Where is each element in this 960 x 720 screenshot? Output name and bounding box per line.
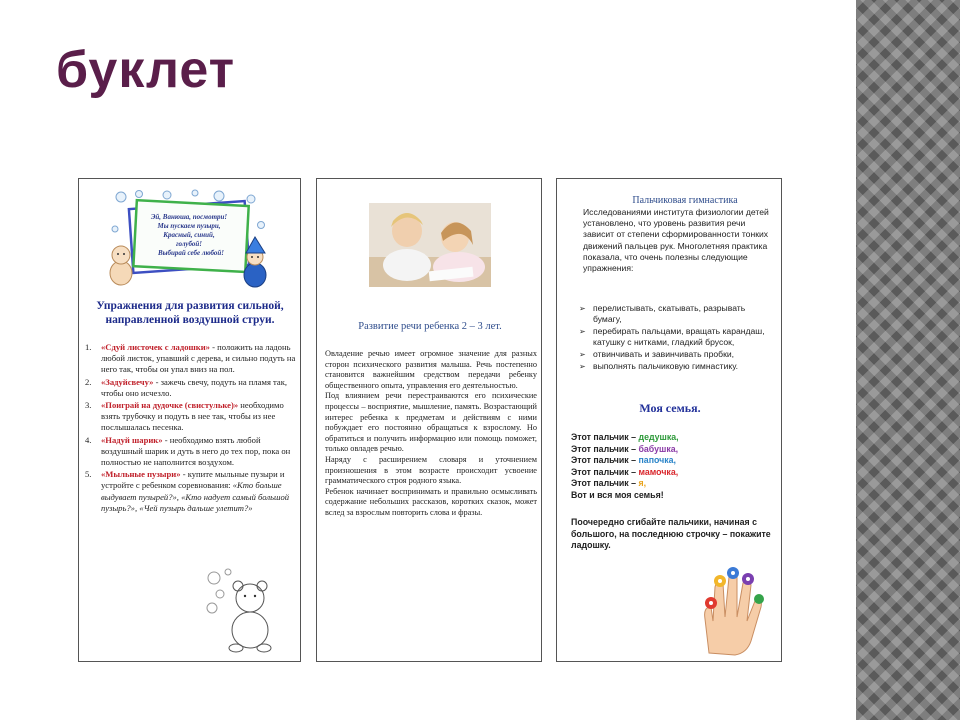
exercise-name: «Сдуй листочек с ладошки» bbox=[101, 342, 210, 352]
exercise-text: - необходимо взять любой воздушный шарик и дуть в него до тех пор, пока он полностью не наполнится воздухом. bbox=[101, 434, 291, 468]
finger-gym-intro bbox=[583, 207, 773, 274]
poem-name-grandfather: дедушка, bbox=[638, 432, 679, 442]
paragraph: Под влиянием речи перестраиваются его психические процессы – восприятие, мышление, память. Возрастающий интерес ребенка к предметам и действиям с ними побуждает его постоянно обращаться к взрослому. Но обратиться и получить информацию или помощь поможет, только овладев речью. bbox=[325, 391, 537, 454]
poem-prefix: Этот пальчик – bbox=[571, 443, 639, 454]
booklet-panel-speech bbox=[316, 178, 542, 662]
card-line-5: Выбирай себе любой! bbox=[157, 249, 225, 257]
poem-prefix: Этот пальчик – bbox=[571, 478, 639, 489]
booklet-panel-exercises bbox=[78, 178, 301, 662]
exercise-italic-text: «Кто больше выдувает пузырей?», «Кто надует самый большой пузырь?», «Чей пузырь дальше улетит?» bbox=[101, 480, 290, 513]
bubbles-illustration bbox=[109, 189, 269, 291]
card-line-2: Мы пускаем пузыри, bbox=[157, 222, 221, 230]
poem-prefix: Этот пальчик – bbox=[571, 466, 639, 477]
baby-figure bbox=[110, 246, 132, 285]
children-drawing-photo bbox=[369, 203, 491, 287]
poem-prefix: Этот пальчик – bbox=[571, 455, 639, 466]
item-number: 3. bbox=[85, 400, 92, 411]
exercise-text: - положить на ладонь любой листок, упавший с дерева, и сильно подуть на него так, чтобы он упал вниз на пол. bbox=[101, 342, 296, 375]
poem-line bbox=[571, 455, 775, 467]
list-item bbox=[85, 435, 297, 469]
finger-puppets-hand-illustration bbox=[691, 561, 771, 657]
item-number: 4. bbox=[85, 434, 92, 445]
poem-instruction: Поочередно сгибайте пальчики, начиная с большого, на последнюю строчку – покажите ладошку. bbox=[571, 517, 771, 551]
list-item: ➢ перелистывать, скатывать, разрывать бумагу, bbox=[579, 303, 775, 325]
paragraph: Ребенок начинает воспринимать и правильно осмысливать содержание небольших рассказов, коротких сказок, может вслед за взрослым повторить слова и фразы. bbox=[325, 486, 537, 517]
exercise-name: «Надуй шарик» bbox=[101, 434, 163, 445]
poem-line bbox=[571, 432, 775, 444]
list-item: ➢ выполнять пальчиковую гимнастику. bbox=[579, 361, 775, 372]
paragraph: Наряду с расширением словаря и уточнением произношения в этом возрасте происходит усвоение грамматического строя родного языка. bbox=[325, 454, 537, 486]
poem-end-line: Вот и вся моя семья! bbox=[571, 489, 664, 500]
poem-name-grandmother: бабушка, bbox=[638, 443, 679, 454]
card-line-3: Красный, синий, bbox=[163, 231, 215, 239]
family-title: Моя семья. bbox=[639, 401, 701, 415]
poem-name-me: я, bbox=[638, 478, 647, 489]
exercise-name: «Задуйсвечу» bbox=[101, 376, 154, 387]
exercises-heading: Упражнения для развития сильной, направленной воздушной струи. bbox=[96, 300, 284, 326]
poem-name-father: папочка, bbox=[638, 455, 677, 466]
exercise-list bbox=[85, 342, 297, 515]
item-number: 5. bbox=[85, 469, 92, 480]
speech-text bbox=[325, 349, 537, 519]
exercise-text: - купите мыльные пузыри и устройте с ребенком соревнования: bbox=[101, 469, 285, 491]
list-item bbox=[85, 377, 297, 399]
speech-heading: Развитие речи ребенка 2 – 3 лет. bbox=[358, 321, 502, 332]
exercise-bullets bbox=[579, 303, 775, 373]
slide-title: буклет bbox=[56, 41, 236, 99]
list-item: ➢ отвинчивать и завинчивать пробки, bbox=[579, 349, 775, 360]
bear-bubbles-sketch bbox=[204, 564, 279, 654]
family-poem bbox=[571, 432, 775, 502]
intro-paragraph: Исследованиями института физиологии детей установлено, что уровень развития речи зависит от степени сформированности тонких движений пальцев рук. Многолетняя практика показала, что очень полезны следующие упражнения: bbox=[583, 207, 769, 274]
card-line-1: Эй, Ванюша, посмотри! bbox=[150, 213, 228, 221]
exercise-text: - зажечь свечу, подуть на пламя так, чтобы оно исчезло. bbox=[101, 376, 288, 398]
exercise-name: «Мыльные пузыри» bbox=[101, 469, 181, 480]
poem-line bbox=[571, 444, 775, 456]
paragraph: Овладение речью имеет огромное значение для разных сторон психического развития малыша. Речь постепенно становится важнейшим средством передачи ребенку общественного опыта, управления его деятельностью. bbox=[325, 349, 537, 390]
item-number: 1. bbox=[85, 342, 92, 352]
exercise-name: «Поиграй на дудочке (свистульке)» bbox=[101, 400, 239, 411]
poem-line bbox=[571, 478, 775, 490]
poem-name-mother: мамочка, bbox=[638, 466, 679, 477]
poem-line bbox=[571, 467, 775, 479]
item-number: 2. bbox=[85, 376, 92, 387]
exercise-text: необходимо взять трубочку и подуть в нее так, чтобы из нее послышалась песенка. bbox=[101, 400, 284, 433]
list-item: ➢ перебирать пальцами, вращать карандаш, катушку с нитками, гладкий брусок, bbox=[579, 326, 775, 348]
list-item bbox=[85, 342, 297, 376]
booklet-panel-finger-gym bbox=[556, 178, 782, 662]
poem-prefix: Этот пальчик – bbox=[571, 432, 639, 442]
decorative-pattern-strip bbox=[856, 0, 960, 720]
finger-gym-title: Пальчиковая гимнастика bbox=[632, 195, 738, 206]
list-item bbox=[85, 400, 297, 434]
list-item bbox=[85, 469, 297, 514]
card-line-4: голубой! bbox=[175, 240, 203, 248]
